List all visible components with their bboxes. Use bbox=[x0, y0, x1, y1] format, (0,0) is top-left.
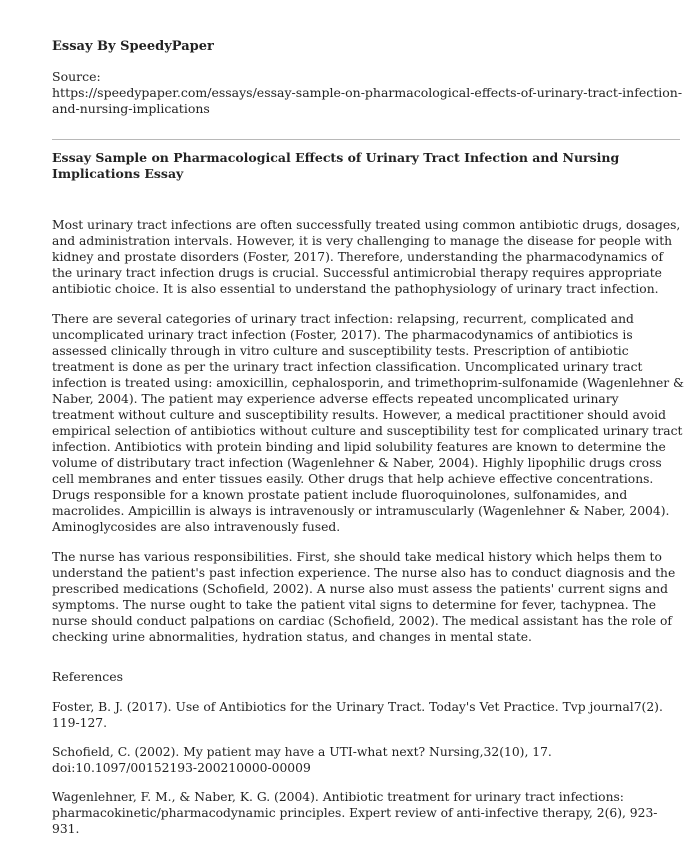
essay-title: Essay Sample on Pharmacological Effects of Urinary Tract Infection and Nursing Implications Essay bbox=[52, 150, 620, 181]
paragraph-3: The nurse has various responsibilities. First, she should take medical history which helps them to understand the patient's past infection experience. The nurse also has to conduct diagnosis and the prescribed medications (Schofield, 2002). A nurse also must assess the patients' current signs and symptoms. The nurse ought to take the patient vital signs to determine for fever, tachypnea. The nurse should conduct palpations on cardiac (Schofield, 2002). The medical assistant has the role of checking urine abnormalities, hydration status, and changes in mental state. bbox=[52, 550, 676, 644]
document-header: Essay By SpeedyPaper bbox=[52, 39, 214, 54]
reference-2: Schofield, C. (2002). My patient may have a UTI-what next? Nursing,32(10), 17. doi:10.1097/00152193-200210000-00009 bbox=[52, 745, 552, 775]
header-divider bbox=[52, 139, 680, 140]
reference-3: Wagenlehner, F. M., & Naber, K. G. (2004). Antibiotic treatment for urinary tract infections: pharmacokinetic/pharmacodynamic principles. Expert review of anti-infective therapy, 2(6), 923-931. bbox=[52, 790, 658, 836]
paragraph-1: Most urinary tract infections are often successfully treated using common antibiotic drugs, dosages, and administration intervals. However, it is very challenging to manage the disease for people with kidney and prostate disorders (Foster, 2017). Therefore, understanding the pharmacodynamics of the urinary tract infection drugs is crucial. Successful antimicrobial therapy requires appropriate antibiotic choice. It is also essential to understand the pathophysiology of urinary tract infection. bbox=[52, 218, 681, 296]
source-url: https://speedypaper.com/essays/essay-sample-on-pharmacological-effects-of-urinary-tract-infection-and-nursing-implications bbox=[52, 85, 683, 116]
essay-body bbox=[52, 217, 684, 850]
references-heading: References bbox=[52, 669, 124, 684]
document-page bbox=[52, 38, 692, 117]
paragraph-2: There are several categories of urinary tract infection: relapsing, recurrent, complicated and uncomplicated urinary tract infection (Foster, 2017). The pharmacodynamics of antibiotics is assessed clinically through in vitro culture and susceptibility tests. Prescription of antibiotic treatment is done as per the urinary tract infection classification. Uncomplicated urinary tract infection is treated using: amoxicillin, cephalosporin, and trimethoprim-sulfonamide (Wagenlehner & Naber, 2004). The patient may experience adverse effects repeated uncomplicated urinary treatment without culture and susceptibility results. However, a medical practitioner should avoid empirical selection of antibiotics without culture and susceptibility test for complicated urinary tract infection. Antibiotics with protein binding and lipid solubility features are known to determine the volume of distributary tract infection (Wagenlehner & Naber, 2004). Highly lipophilic drugs cross cell membranes and enter tissues easily. Other drugs that help achieve effective concentrations. Drugs responsible for a known prostate patient include fluoroquinolones, sulfonamides, and macrolides. Ampicillin is always is intravenously or intramuscularly (Wagenlehner & Naber, 2004). Aminoglycosides are also intravenously fused. bbox=[52, 312, 684, 534]
source-label: Source: bbox=[52, 69, 101, 84]
reference-1: Foster, B. J. (2017). Use of Antibiotics for the Urinary Tract. Today's Vet Practice. Tvp journal7(2). 119-127. bbox=[52, 700, 663, 730]
